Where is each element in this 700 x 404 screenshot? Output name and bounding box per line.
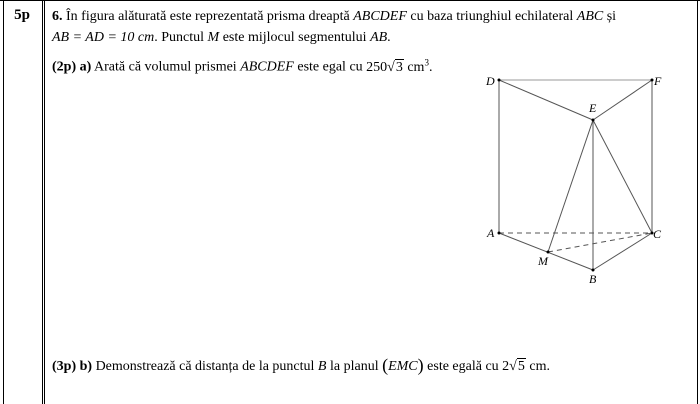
problem-line1-middle: cu baza triunghiul echilateral bbox=[410, 9, 574, 24]
problem-number: 6. bbox=[52, 9, 63, 24]
part-b-value-root: 5 bbox=[517, 359, 525, 374]
part-b-value-unit: cm bbox=[529, 359, 547, 374]
part-b-points: (3p) b) bbox=[52, 359, 93, 374]
point-m-label: M bbox=[207, 30, 220, 45]
part-a-end: . bbox=[428, 59, 433, 75]
part-a-text2: este egal cu bbox=[297, 59, 363, 75]
problem-line1-prefix: În figura alăturată este reprezentată prisma dreaptă bbox=[66, 9, 350, 24]
part-a-text: Arată că volumul prismei bbox=[94, 59, 237, 75]
label-M: M bbox=[538, 254, 548, 268]
sqrt-symbol: √ bbox=[387, 59, 395, 75]
segment-label: AB bbox=[370, 30, 388, 45]
part-a-prism: ABCDEF bbox=[240, 59, 294, 75]
label-E: E bbox=[589, 101, 597, 115]
part-b-text3: este egală cu bbox=[427, 359, 499, 374]
part-a-value-root: 3 bbox=[395, 59, 403, 75]
prism-name: ABCDEF bbox=[353, 9, 407, 24]
edge-EF bbox=[593, 80, 652, 120]
label-F: F bbox=[654, 74, 662, 88]
part-b-plane: EMC bbox=[388, 359, 418, 374]
label-A: A bbox=[487, 226, 495, 240]
right-paren: ) bbox=[417, 355, 424, 375]
segment-EC bbox=[593, 120, 652, 233]
part-b-text: Demonstrează că distanța de la punctul bbox=[95, 359, 315, 374]
sqrt-symbol-b: √ bbox=[509, 359, 517, 374]
part-a-value-exp: 3 bbox=[424, 57, 429, 67]
side-equation: AB = AD = 10 cm bbox=[52, 30, 155, 45]
part-b-end: . bbox=[546, 359, 550, 374]
triangle-name: ABC bbox=[576, 9, 604, 24]
label-C: C bbox=[653, 227, 662, 241]
edge-DE bbox=[499, 80, 593, 120]
problem-line2-suffix: este mijlocul segmentului bbox=[222, 30, 367, 45]
part-b-value-coef: 2 bbox=[502, 359, 510, 374]
label-D: D bbox=[486, 74, 495, 88]
part-b-point: B bbox=[317, 359, 327, 374]
part-a-value-coef: 250 bbox=[366, 59, 388, 75]
segment-EM bbox=[548, 120, 593, 252]
point-D bbox=[498, 79, 501, 82]
points-label: 5p bbox=[14, 7, 30, 23]
part-b-text2: la planul bbox=[329, 359, 379, 374]
part-a-points: (2p) a) bbox=[52, 59, 92, 75]
problem-line2-end: . bbox=[387, 30, 391, 45]
problem-line1-suffix: și bbox=[606, 9, 617, 24]
problem-line2-middle: . Punctul bbox=[154, 30, 205, 45]
label-B: B bbox=[589, 272, 597, 286]
part-a-value-unit: cm bbox=[407, 59, 425, 75]
left-paren: ( bbox=[382, 355, 389, 375]
point-A bbox=[498, 232, 501, 235]
point-E bbox=[592, 119, 595, 122]
